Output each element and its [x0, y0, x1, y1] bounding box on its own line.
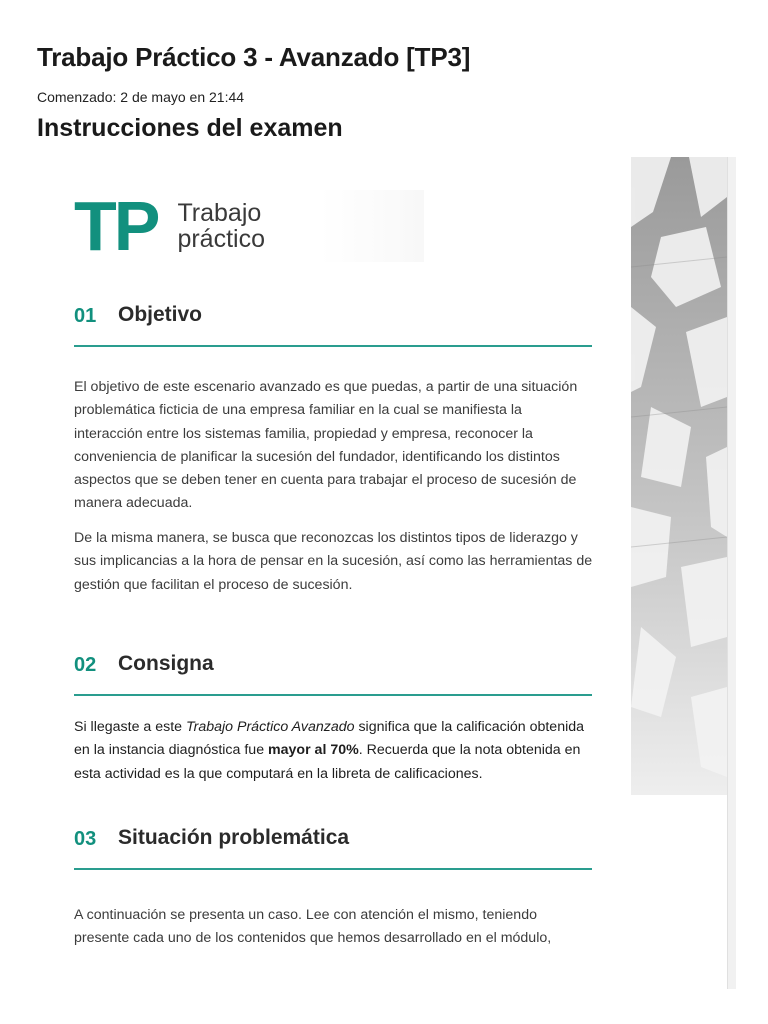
consigna-text-3: . Recuerda que la nota obtenida en esta actividad es la que computará en la libreta de calificaciones. [74, 742, 581, 782]
tp-logo-words [177, 200, 265, 252]
tp-logo [74, 187, 424, 265]
section-title: Objetivo [118, 303, 203, 326]
consigna-text-2: significa que la calificación obtenida en la instancia diagnóstica fue [74, 719, 585, 759]
scrollbar[interactable] [727, 157, 736, 989]
objetivo-paragraph-2: De la misma manera, se busca que reconozcas los distintos tipos de liderazgo y sus implicancias a la hora de pensar en la sucesión, así como las herramientas de gestión que facilitan el proceso de sucesión. [74, 530, 593, 593]
section-situacion-header [74, 828, 592, 870]
consigna-paragraph [74, 716, 594, 786]
section-consigna-header [74, 654, 592, 696]
started-timestamp: Comenzado: 2 de mayo en 21:44 [37, 89, 245, 105]
section-title: Situación problemática [118, 826, 350, 849]
architecture-pattern [631, 157, 727, 795]
tp-logo-mark: TP [74, 187, 158, 265]
section-title: Consigna [118, 652, 214, 675]
situacion-paragraph: A continuación se presenta un caso. Lee con atención el mismo, teniendo presente cada uno de los contenidos que hemos desarrollado en el módulo, [74, 907, 552, 947]
consigna-text-1: Si llegaste a este [74, 719, 186, 735]
page-title: Trabajo Práctico 3 - Avanzado [TP3] [37, 42, 471, 72]
consigna-italic: Trabajo Práctico Avanzado [186, 719, 355, 735]
section-number: 02 [74, 654, 97, 676]
consigna-bold: mayor al 70% [268, 742, 359, 759]
tp-logo-line2: práctico [177, 225, 265, 253]
section-number: 03 [74, 828, 97, 850]
decorative-architecture-image [631, 157, 727, 795]
tp-logo-line1: Trabajo [177, 199, 262, 227]
objetivo-paragraph-1: El objetivo de este escenario avanzado es que puedas, a partir de una situación problemática ficticia de una empresa familiar en la cual se manifiesta la interacción entre los sistemas familia, propiedad y empresa, reconocer la conveniencia de planificar la sucesión del fundador, identificando los distintos aspectos que se deben tener en cuenta para trabajar el proceso de sucesión de manera adecuada. [74, 379, 578, 512]
section-objetivo-header [74, 305, 592, 347]
instructions-title: Instrucciones del examen [37, 114, 343, 142]
section-number: 01 [74, 305, 97, 327]
